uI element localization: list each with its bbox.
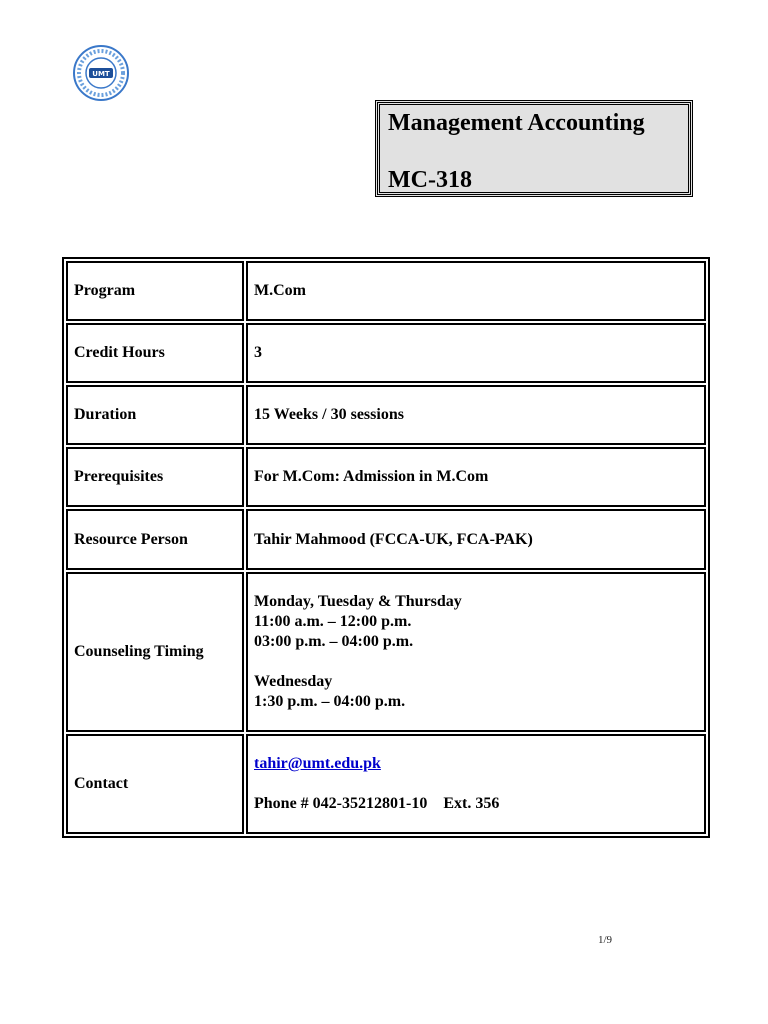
course-title: Management Accounting (388, 110, 645, 136)
program-label: Program (66, 261, 244, 321)
credit-hours-label: Credit Hours (66, 323, 244, 383)
counseling-day-wednesday: Wednesday (254, 673, 333, 690)
table-row-counseling (66, 572, 706, 732)
prerequisites-label: Prerequisites (66, 447, 244, 507)
table-row-contact (66, 734, 706, 834)
contact-value (246, 734, 706, 834)
counseling-slot-2: 03:00 p.m. – 04:00 p.m. (254, 633, 414, 650)
table-row-prerequisites (66, 447, 706, 507)
resource-person-label: Resource Person (66, 509, 244, 570)
program-value: M.Com (246, 261, 706, 321)
course-title-box (375, 100, 693, 197)
table-row-resource-person (66, 509, 706, 570)
course-code: MC-318 (388, 167, 472, 193)
logo-seal-icon (72, 44, 130, 102)
counseling-label: Counseling Timing (66, 572, 244, 732)
page-number: 1/9 (598, 934, 613, 946)
duration-value: 15 Weeks / 30 sessions (246, 385, 706, 445)
counseling-value (246, 572, 706, 732)
table-row-credit-hours (66, 323, 706, 383)
counseling-slot-3: 1:30 p.m. – 04:00 p.m. (254, 693, 406, 710)
contact-label: Contact (66, 734, 244, 834)
umt-logo (72, 44, 130, 102)
counseling-days-mtt: Monday, Tuesday & Thursday (254, 593, 462, 610)
prerequisites-value: For M.Com: Admission in M.Com (246, 447, 706, 507)
resource-person-value: Tahir Mahmood (FCCA-UK, FCA-PAK) (246, 509, 706, 570)
credit-hours-value: 3 (246, 323, 706, 383)
table-row-program (66, 261, 706, 321)
duration-label: Duration (66, 385, 244, 445)
email-link[interactable]: tahir@umt.edu.pk (254, 755, 381, 772)
phone-text: Phone # 042-35212801-10 Ext. 356 (254, 795, 500, 812)
svg-text:UMT: UMT (92, 70, 110, 78)
course-info-table (62, 257, 710, 838)
table-row-duration (66, 385, 706, 445)
counseling-slot-1: 11:00 a.m. – 12:00 p.m. (254, 613, 412, 630)
